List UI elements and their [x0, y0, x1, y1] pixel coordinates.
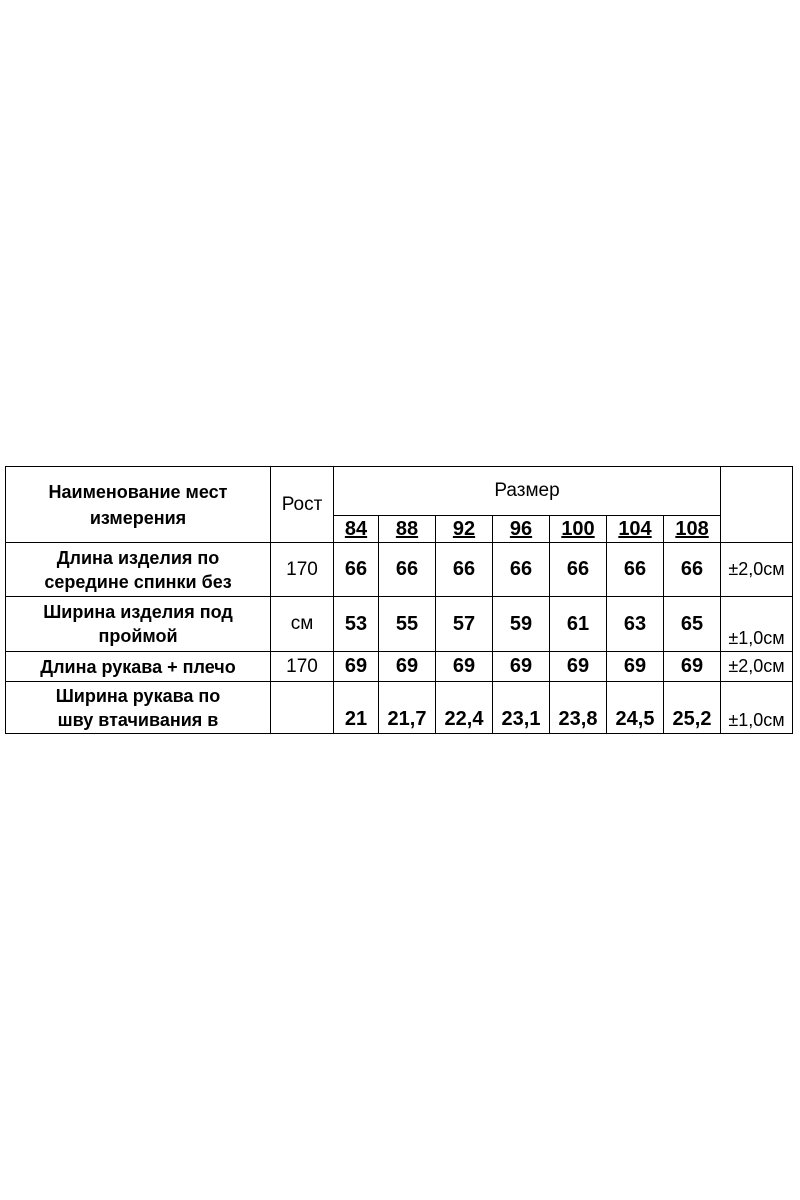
table-row: [6, 597, 793, 652]
row-tolerance: ±2,0см: [721, 543, 793, 597]
row-value: 55: [379, 597, 436, 652]
header-measurement-name-line1: Наименование мест: [48, 481, 228, 502]
size-header: 92: [436, 516, 493, 543]
header-row-top: [6, 467, 793, 516]
size-header: 88: [379, 516, 436, 543]
row-value: 66: [436, 543, 493, 597]
row-value: 66: [607, 543, 664, 597]
row-value: 69: [379, 652, 436, 682]
row-value: 69: [607, 652, 664, 682]
size-header: 108: [664, 516, 721, 543]
row-value: 69: [334, 652, 379, 682]
row-measurement-name-line2: проймой: [98, 626, 178, 646]
row-measurement-name: [6, 597, 271, 652]
row-measurement-name-line2: середине спинки без: [44, 571, 232, 592]
row-measurement-name: [6, 682, 271, 734]
row-value: 66: [334, 543, 379, 597]
row-tolerance: ±1,0см: [721, 682, 793, 734]
size-header: 96: [493, 516, 550, 543]
row-value: 63: [607, 597, 664, 652]
table-row: [6, 682, 793, 734]
row-tolerance: ±2,0см: [721, 652, 793, 682]
row-height: см: [271, 597, 334, 652]
row-value: 69: [664, 652, 721, 682]
row-measurement-name-line2: шву втачивания в: [57, 709, 219, 730]
row-measurement-name: Длина рукава + плечо: [6, 652, 271, 682]
row-measurement-name-line1: Ширина изделия под: [43, 602, 233, 622]
row-value: 23,8: [550, 682, 607, 734]
row-value: 66: [379, 543, 436, 597]
table-row: [6, 543, 793, 597]
row-value: 66: [664, 543, 721, 597]
header-height: Рост: [271, 467, 334, 543]
row-value: 59: [493, 597, 550, 652]
header-measurement-name-line2: измерения: [89, 507, 187, 528]
header-measurement-name: [6, 467, 271, 543]
row-value: 24,5: [607, 682, 664, 734]
row-value: 69: [550, 652, 607, 682]
row-value: 21,7: [379, 682, 436, 734]
row-value: 69: [436, 652, 493, 682]
row-value: 25,2: [664, 682, 721, 734]
size-header: 104: [607, 516, 664, 543]
row-value: 57: [436, 597, 493, 652]
row-value: 65: [664, 597, 721, 652]
row-value: 61: [550, 597, 607, 652]
row-value: 69: [493, 652, 550, 682]
row-value: 53: [334, 597, 379, 652]
row-height: 170: [271, 543, 334, 597]
row-tolerance: ±1,0см: [721, 597, 793, 652]
row-measurement-name: [6, 543, 271, 597]
row-measurement-name-line1: Длина изделия по: [56, 547, 220, 568]
row-value: 66: [493, 543, 550, 597]
header-size-group: Размер: [334, 467, 721, 516]
table-row: [6, 652, 793, 682]
size-header: 84: [334, 516, 379, 543]
size-header: 100: [550, 516, 607, 543]
size-chart-table: [5, 466, 793, 734]
header-tolerance: [721, 467, 793, 543]
row-value: 21: [334, 682, 379, 734]
row-value: 23,1: [493, 682, 550, 734]
row-value: 66: [550, 543, 607, 597]
row-value: 22,4: [436, 682, 493, 734]
row-height: [271, 682, 334, 734]
row-measurement-name-line1: Ширина рукава по: [55, 685, 221, 706]
row-height: 170: [271, 652, 334, 682]
